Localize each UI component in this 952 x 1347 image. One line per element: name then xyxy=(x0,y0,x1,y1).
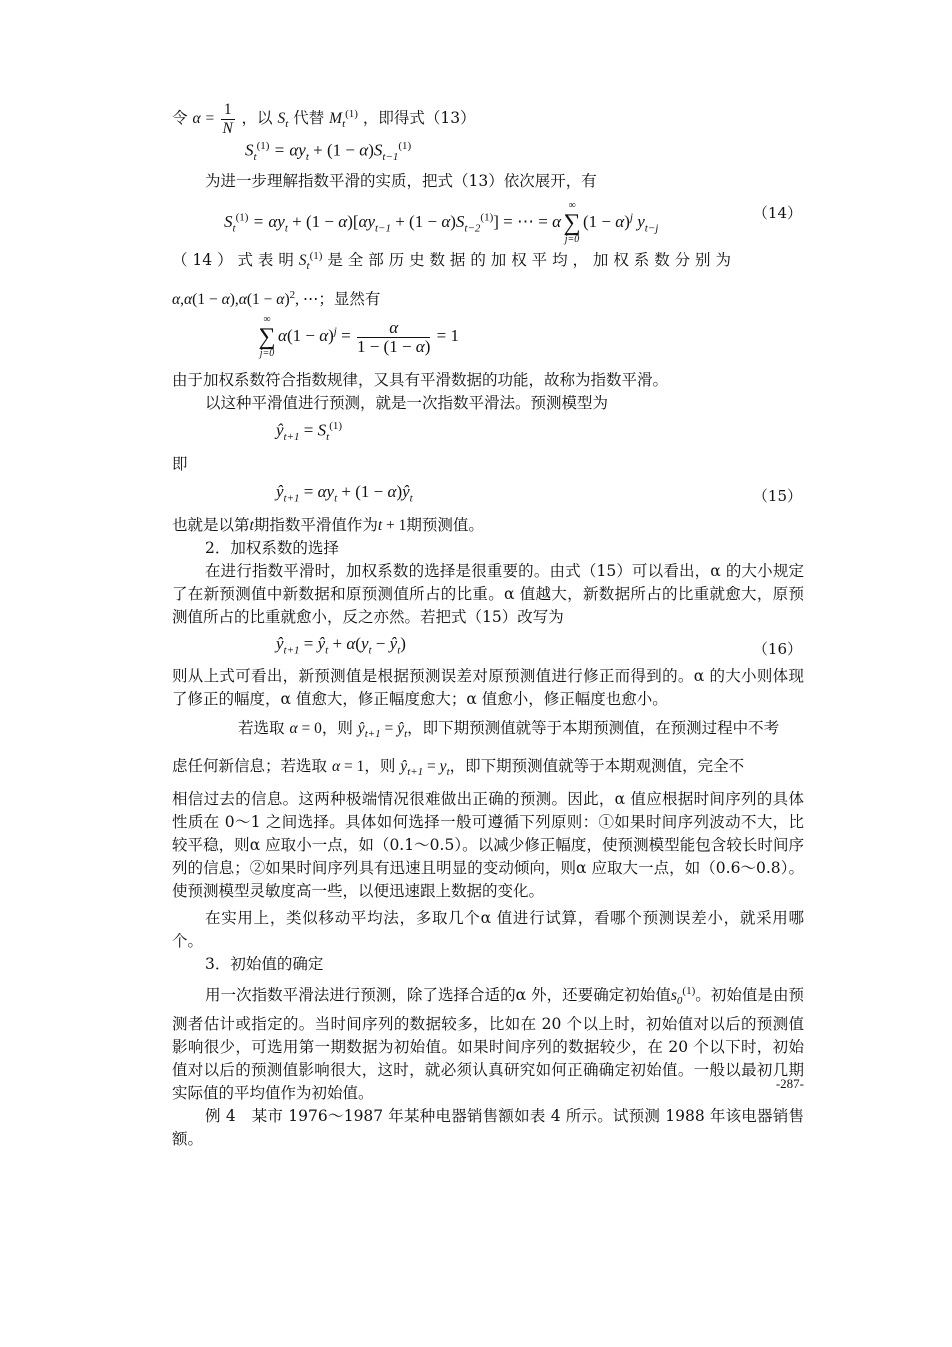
paragraph-initial xyxy=(172,980,804,1105)
weight-line-2 xyxy=(172,284,804,311)
math-s0: $s_0^{(1)}$ xyxy=(670,984,696,1007)
text: ，则 xyxy=(321,719,353,738)
paragraph-ji: 即 xyxy=(172,455,188,474)
heading-2: 2．加权系数的选择 xyxy=(205,539,339,558)
text: 是 全 部 历 史 数 据 的 加 权 平 均 ， 加 权 系 数 分 别 为 xyxy=(327,251,731,270)
intro-line xyxy=(172,92,804,136)
text: ，则 xyxy=(364,756,396,775)
paragraph-selection: 在进行指数平滑时，加权系数的选择是很重要的。由式（15）可以看出，α 的大小规定了在新预测值中新数据和原预测值所占的比重。α 值越大，新数据所占的比重就愈大，原预测值所占的比重就愈小，反之亦然。若把式（15）改写为 xyxy=(172,562,804,627)
paragraph-example: 例 4 某市 1976～1987 年某种电器销售额如表 4 所示。试预测 1988 年该电器销售额。 xyxy=(172,1106,804,1148)
paragraph-model: 以这种平滑值进行预测，就是一次指数平滑法。预测模型为 xyxy=(205,394,609,413)
text: ，即下期预测值就等于本期观测值，完全不 xyxy=(449,756,745,775)
math-yhat-eq: $ŷ_{t+1}$ = $ŷ_t$ xyxy=(357,720,408,741)
text: 。初始值是由预测者估计或指定的。当时间序列的数据较多，比如在 20 个以上时，初始值对以后的预测值影响很少，可选用第一期数据为初始值。如果时间序列的数据较少，在 20 个以下时，初始值对以后的预测值影响很大，这时，就必须认真研究如何正确确定初始值。一般以最初几期实际值的平均值作为初始值。 xyxy=(172,985,804,1102)
extreme-line-1 xyxy=(172,717,804,746)
text: ，以 xyxy=(241,109,273,128)
text: ，即下期预测值就等于本期预测值，在预测过程中不考 xyxy=(407,719,780,738)
text-ling: 令 xyxy=(172,109,188,128)
weight-line-1 xyxy=(172,245,804,278)
text: 期指数平滑值作为 xyxy=(253,516,378,535)
text: ；显然有 xyxy=(318,290,381,309)
math-t1: t + 1 xyxy=(377,517,407,535)
heading-3: 3．初始值的确定 xyxy=(205,954,324,973)
paragraph-t xyxy=(172,514,804,537)
equation-number: （16） xyxy=(752,640,802,659)
paragraph-correction: 则从上式可看出，新预测值是根据预测误差对原预测值进行修正而得到的。α 的大小则体现了修正的幅度，α 值愈大，修正幅度愈大；α 值愈小，修正幅度也愈小。 xyxy=(172,667,804,709)
paragraph-practice: 在实用上，类似移动平均法，多取几个α 值进行试算，看哪个预测误差小，就采用哪个。 xyxy=(172,908,804,950)
text: 用一次指数平滑法进行预测，除了选择合适的α 外，还要确定初始值 xyxy=(205,985,671,1004)
extreme-line-2 xyxy=(172,755,804,784)
text: （ 14 ） 式 表 明 xyxy=(172,251,294,270)
paragraph-name: 由于加权系数符合指数规律，又具有平滑数据的功能，故称为指数平滑。 xyxy=(172,371,669,390)
math-weights: $\alpha,\alpha(1 - \alpha),\alpha(1 - \alpha)^2$, ⋯ xyxy=(172,289,319,309)
equation-16: $ŷ_{t+1}$ = $ŷ_t + \alpha(y_t$ − $ŷ_t$) （16） xyxy=(276,634,802,659)
math-alpha0: α = 0 xyxy=(289,720,322,738)
equation-number: （15） xyxy=(752,487,802,506)
math-mt: $M_t^{(1)}$ xyxy=(329,108,358,131)
math-st: $S_t$ xyxy=(277,110,289,131)
math-st1: $S_t^{(1)}$ xyxy=(298,250,323,273)
text: 代替 xyxy=(293,109,325,128)
paragraph-extreme-rest: 相信过去的信息。这两种极端情况很难做出正确的预测。因此，α 值应根据时间序列的具体性质在 0～1 之间选择。具体如何选择一般可遵循下列原则：①如果时间序列波动不大，比较平稳，则α 应取小一点，如（0.1～0.5）。以减少修正幅度，使预测模型能包含较长时间序列的信息；②如果时间序列具有迅速且明显的变动倾向，则α 应取大一点，如（0.6～0.8）。使预测模型灵敏度高一些，以便迅速跟上数据的变化。 xyxy=(172,789,804,900)
text: ，即得式（13） xyxy=(362,109,476,128)
page-number: -287- xyxy=(775,1076,804,1091)
paragraph-expand: 为进一步理解指数平滑的实质，把式（13）依次展开，有 xyxy=(205,172,597,190)
text: 也就是以第 xyxy=(172,516,250,535)
equation-15: $ŷ_{t+1} = \alpha y_t + (1$ − $\alpha)ŷ_t$ （15） xyxy=(276,482,802,506)
text: 虑任何新信息；若选取 xyxy=(172,756,328,775)
equation-number: （14） xyxy=(752,204,802,222)
math-yhat-y: $ŷ_{t+1} = y_t$ xyxy=(400,757,450,778)
equation-14: $S_t^{(1)} = \alpha y_t + (1 - \alpha)[\alpha y_{t-1} + (1 - \alpha)S_{t-2}^{(1)}]$ = ⋯ = α ∞ ∑ j=0 $(1 - \alpha)^j$ $y_{t-j}$ （14） xyxy=(224,200,802,245)
math-t: t xyxy=(249,517,254,535)
alpha-def: α = $\frac{1}{N}$ xyxy=(192,101,233,138)
math-alpha1: α = 1 xyxy=(331,757,365,775)
equation-sum: ∞ ∑ j=0 $\alpha(1 - \alpha)^j$ = $\frac{\alpha}{1 - (1 - \alpha)}$ = 1 xyxy=(258,314,459,360)
text: 期预测值。 xyxy=(406,516,484,535)
equation-13: $S_t^{(1)} = \alpha y_t + (1 - \alpha)S_{t-1}^{(1)}$ xyxy=(245,140,412,164)
text: 若选取 xyxy=(238,719,285,738)
equation-model: $ŷ_{t+1} = S_t^{(1)}$ xyxy=(276,420,343,444)
document-page xyxy=(172,92,804,1151)
